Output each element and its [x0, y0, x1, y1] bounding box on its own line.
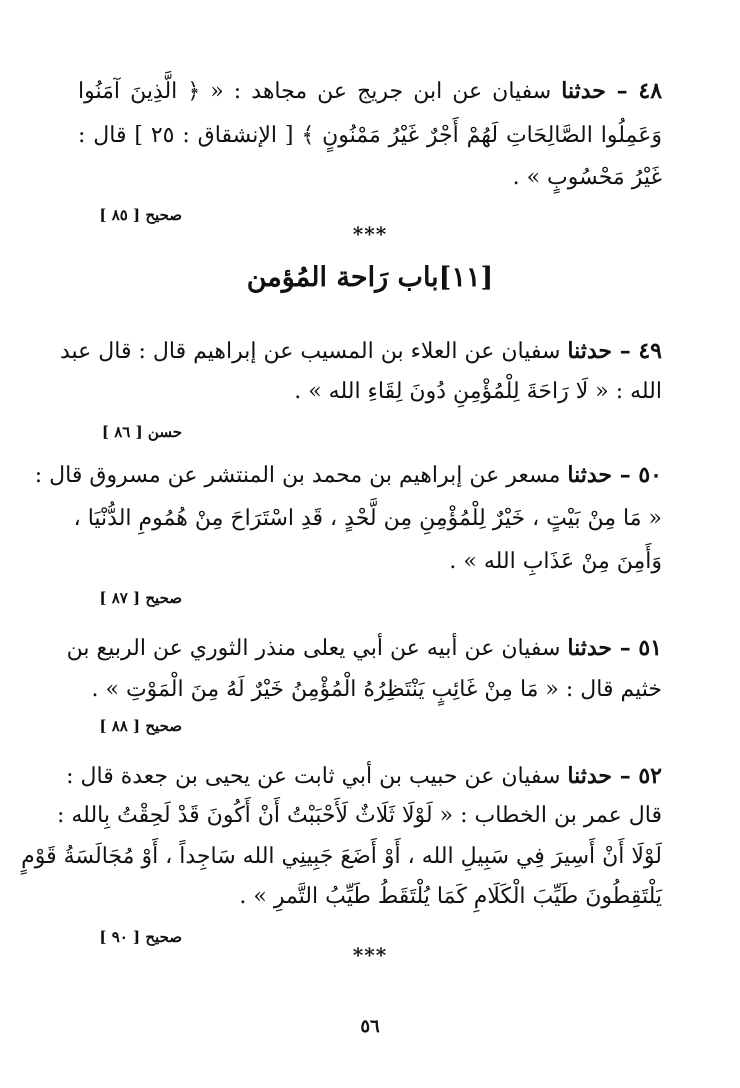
hadith-number: ٥١ [638, 635, 662, 661]
hadith-49-line-2: الله : « لَا رَاحَةَ لِلْمُؤْمِنِ دُونَ لِقَاءِ الله » . [294, 379, 662, 404]
hadith-49-line-1: ٤٩ – حدثنا سفيان عن العلاء بن المسيب عن إبراهيم قال : قال عبد [59, 338, 662, 364]
haddathana-keyword: حدثنا [567, 635, 613, 661]
haddathana-keyword: حدثنا [567, 338, 613, 364]
section-separator: *** [352, 943, 388, 967]
hadith-50-grade: صحيح [ ٨٧ ] [99, 589, 182, 607]
hadith-number: ٥٠ [638, 462, 662, 488]
hadith-50-line-2: « مَا مِنْ بَيْتٍ ، خَيْرٌ لِلْمُؤْمِنِ مِن لَّحْدٍ ، قَدِ اسْتَرَاحَ مِنْ هُمُومِ الدُّنْيَا ، [73, 506, 662, 531]
hadith-48-line-2: وَعَمِلُوا الصَّالِحَاتِ لَهُمْ أَجْرٌ غَيْرُ مَمْنُونٍ ﴾ [ الإنشقاق : ٢٥ ] قال : [78, 123, 662, 148]
hadith-50-line-1: ٥٠ – حدثنا مسعر عن إبراهيم بن محمد بن المنتشر عن مسروق قال : [34, 462, 662, 488]
hadith-number: ٤٨ [638, 78, 663, 104]
hadith-49-grade: حسن [ ٨٦ ] [101, 423, 182, 441]
chapter-title: [١١]باب رَاحة المُؤمن [246, 262, 494, 293]
haddathana-keyword: حدثنا [567, 763, 613, 789]
hadith-51-grade: صحيح [ ٨٨ ] [99, 717, 182, 735]
hadith-48-line-1: ٤٨ – حدثنا سفيان عن ابن جريج عن مجاهد : « ﴿ الَّذِينَ آمَنُوا [78, 78, 663, 104]
haddathana-keyword: حدثنا [567, 462, 613, 488]
hadith-number: ٤٩ [638, 338, 662, 364]
hadith-51-line-1: ٥١ – حدثنا سفيان عن أبيه عن أبي يعلى منذر الثوري عن الربيع بن [66, 635, 662, 661]
hadith-50-line-3: وَأَمِنَ مِنْ عَذَابِ الله » . [449, 549, 662, 574]
hadith-52-line-4: يَلْتَقِطُونَ طَيِّبَ الْكَلَامِ كَمَا يُلْتَقَطُ طَيِّبُ التَّمرِ » . [239, 884, 662, 909]
hadith-52-grade: صحيح [ ٩٠ ] [99, 928, 182, 946]
hadith-number: ٥٢ [638, 763, 662, 789]
page-number: ٥٦ [360, 1016, 380, 1037]
hadith-48-line-3: غَيْرُ مَحْسُوبٍ » . [512, 165, 662, 190]
hadith-52-line-3: لَوْلَا أَنْ أَسِيرَ فِي سَبِيلِ الله ، أَوْ أَضَعَ جَبِينِي الله سَاجِداً ، أَوْ مُجَالَسَةُ قَوْمٍ [21, 844, 662, 869]
hadith-52-line-1: ٥٢ – حدثنا سفيان عن حبيب بن أبي ثابت عن يحيى بن جعدة قال : [66, 763, 662, 789]
section-separator: *** [352, 222, 388, 246]
haddathana-keyword: حدثنا [561, 78, 606, 104]
hadith-48-grade: صحيح [ ٨٥ ] [99, 206, 182, 224]
hadith-51-line-2: خثيم قال : « مَا مِنْ غَائِبٍ يَنْتَظِرُهُ الْمُؤْمِنُ خَيْرٌ لَهُ مِنَ الْمَوْتِ » . [91, 677, 662, 702]
hadith-52-line-2: قال عمر بن الخطاب : « لَوْلَا ثَلَاثٌ لَأَحْبَبْتُ أَنْ أَكُونَ قَدْ لَحِقْتُ بِالله : [56, 803, 662, 828]
